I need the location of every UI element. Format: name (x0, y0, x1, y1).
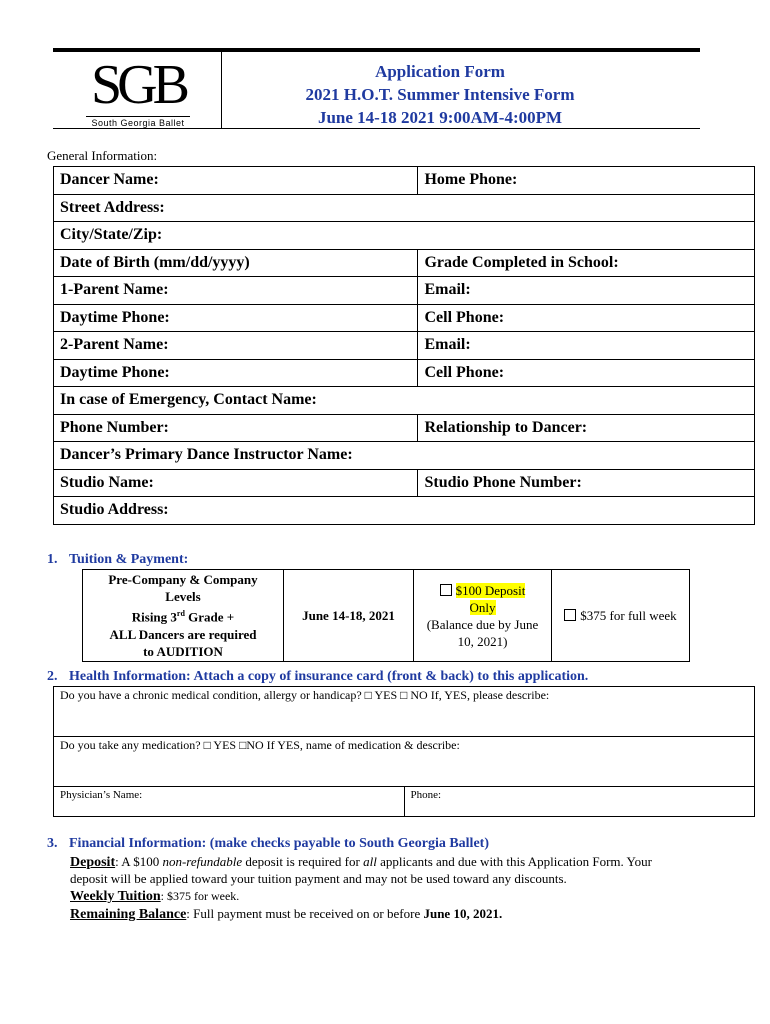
remaining-balance-label: Remaining Balance (70, 907, 187, 922)
deposit-paragraph (70, 853, 652, 871)
parent2-daytime-phone-field[interactable]: Daytime Phone: (54, 359, 418, 387)
level-line-1: Pre-Company & Company (108, 572, 258, 588)
tuition-heading-text: Tuition & Payment: (69, 552, 189, 567)
deposit-paragraph-line-2: deposit will be applied toward your tuition payment and may not be used toward any discounts. (70, 871, 567, 886)
dob-field[interactable]: Date of Birth (mm/dd/yyyy) (54, 249, 418, 277)
grade-field[interactable]: Grade Completed in School: (418, 249, 755, 277)
level-line-3b: Grade + (184, 609, 235, 625)
level-line-3a: Rising 3 (131, 609, 177, 625)
parent2-cell-phone-field[interactable]: Cell Phone: (418, 359, 755, 387)
weekly-tuition-line (70, 887, 239, 905)
deposit-note-1: (Balance due by June (426, 616, 539, 632)
deposit-text-c: applicants and due with this Application Form. Your (376, 854, 652, 869)
remaining-balance-date: June 10, 2021. (423, 906, 503, 921)
deposit-label: Deposit (70, 855, 116, 870)
title-line-1: Application Form (375, 62, 505, 81)
tuition-heading (47, 552, 188, 568)
level-line-2: Levels (165, 589, 201, 605)
emergency-contact-field[interactable]: In case of Emergency, Contact Name: (54, 387, 755, 415)
level-line-4: ALL Dancers are required (109, 626, 257, 642)
tuition-level-cell (83, 570, 284, 662)
city-state-zip-field[interactable]: City/State/Zip: (54, 222, 755, 250)
health-table (53, 686, 755, 817)
deposit-amount-label: $100 Deposit (455, 582, 526, 598)
weekly-tuition-text: : $375 for week. (160, 889, 240, 903)
relationship-field[interactable]: Relationship to Dancer: (418, 414, 755, 442)
health-heading-text: Health Information: Attach a copy of insurance card (front & back) to this application. (69, 669, 589, 684)
sgb-logo (84, 54, 192, 128)
logo-letters: SGB (91, 54, 185, 116)
title-line-3: June 14-18 2021 9:00AM-4:00PM (317, 108, 563, 127)
full-week-option-cell[interactable] (552, 570, 690, 662)
deposit-text-a: : A $100 (115, 854, 163, 869)
level-line-3 (83, 605, 283, 625)
parent1-name-field[interactable]: 1-Parent Name: (54, 277, 418, 305)
remaining-balance-text: : Full payment must be received on or before (186, 906, 424, 921)
studio-name-field[interactable]: Studio Name: (54, 469, 418, 497)
home-phone-field[interactable]: Home Phone: (418, 167, 755, 195)
deposit-text-em2: all (363, 854, 377, 869)
financial-number: 3. (47, 836, 58, 851)
health-number: 2. (47, 669, 58, 684)
financial-heading-text: Financial Information: (make checks payable to South Georgia Ballet) (69, 836, 489, 851)
full-week-label: $375 for full week (580, 608, 677, 623)
deposit-text-em: non-refundable (162, 854, 243, 869)
deposit-option-cell[interactable] (414, 570, 552, 662)
parent1-daytime-phone-field[interactable]: Daytime Phone: (54, 304, 418, 332)
parent2-name-field[interactable]: 2-Parent Name: (54, 332, 418, 360)
full-week-checkbox-icon[interactable] (564, 609, 576, 621)
weekly-tuition-label: Weekly Tuition (70, 889, 161, 904)
parent1-cell-phone-field[interactable]: Cell Phone: (418, 304, 755, 332)
tuition-table (82, 569, 690, 662)
deposit-only-label: Only (469, 599, 496, 615)
deposit-text-b: deposit is required for (242, 854, 364, 869)
logo-subtitle: South Georgia Ballet (91, 118, 185, 128)
form-title (222, 60, 658, 129)
remaining-balance-line (70, 905, 502, 923)
studio-phone-field[interactable]: Studio Phone Number: (418, 469, 755, 497)
parent1-email-field[interactable]: Email: (418, 277, 755, 305)
title-line-2: 2021 H.O.T. Summer Intensive Form (305, 85, 575, 104)
physician-phone-field[interactable]: Phone: (404, 787, 754, 817)
parent2-email-field[interactable]: Email: (418, 332, 755, 360)
physician-name-field[interactable]: Physician’s Name: (54, 787, 405, 817)
deposit-note-2: 10, 2021) (457, 633, 508, 649)
dancer-name-field[interactable]: Dancer Name: (54, 167, 418, 195)
health-heading (47, 669, 588, 685)
street-address-field[interactable]: Street Address: (54, 194, 755, 222)
medication-question[interactable]: Do you take any medication? □ YES □NO If YES, name of medication & describe: (54, 737, 755, 787)
chronic-condition-question[interactable]: Do you have a chronic medical condition, allergy or handicap? □ YES □ NO If, YES, please describe: (54, 687, 755, 737)
deposit-checkbox-icon[interactable] (440, 584, 452, 596)
studio-address-field[interactable]: Studio Address: (54, 497, 755, 525)
deposit-option (414, 582, 551, 599)
financial-heading (47, 836, 489, 852)
instructor-name-field[interactable]: Dancer’s Primary Dance Instructor Name: (54, 442, 755, 470)
general-info-table (53, 166, 755, 525)
logo-rule (86, 116, 190, 117)
emergency-phone-field[interactable]: Phone Number: (54, 414, 418, 442)
deposit-only-line (414, 599, 551, 616)
tuition-number: 1. (47, 552, 58, 567)
tuition-dates-cell: June 14-18, 2021 (284, 570, 414, 662)
level-line-3-sup: rd (176, 609, 185, 619)
general-info-label: General Information: (47, 148, 158, 163)
level-line-5: to AUDITION (143, 643, 223, 659)
